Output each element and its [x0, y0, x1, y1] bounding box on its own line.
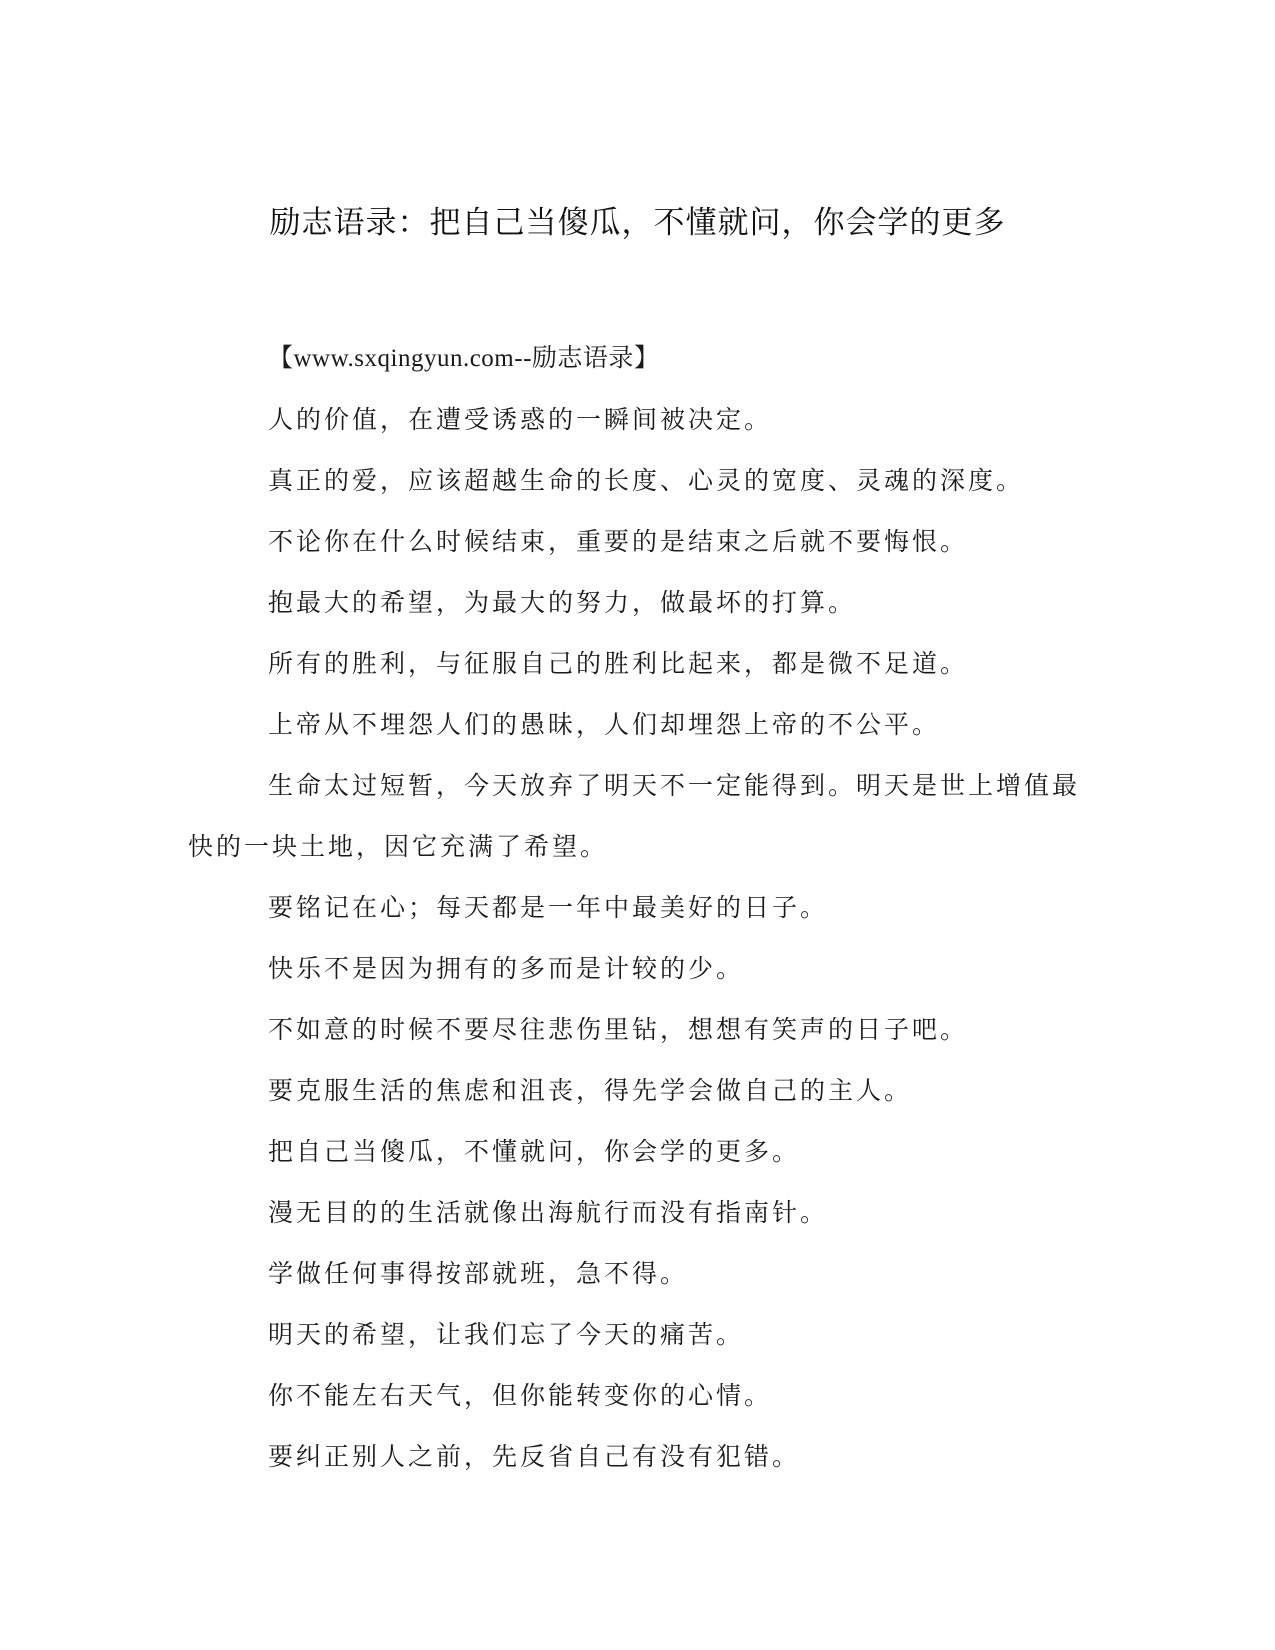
quote-line: 人的价值，在遭受诱惑的一瞬间被决定。 [268, 405, 773, 434]
document-body [188, 328, 1088, 1487]
quote-line: 不如意的时候不要尽往悲伤里钻，想想有笑声的日子吧。 [268, 1015, 969, 1044]
quote-line: 不论你在什么时候结束，重要的是结束之后就不要悔恨。 [268, 527, 969, 556]
quote-line: 上帝从不埋怨人们的愚昧，人们却埋怨上帝的不公平。 [268, 710, 941, 739]
document-title: 励志语录：把自己当傻瓜，不懂就问，你会学的更多 [269, 205, 1006, 241]
quote-line: 快乐不是因为拥有的多而是计较的少。 [268, 954, 745, 983]
quote-line: 真正的爱，应该超越生命的长度、心灵的宽度、灵魂的深度。 [268, 466, 1025, 495]
source-line: 【www.sxqingyun.com--励志语录】 [268, 345, 660, 372]
quote-line: 要纠正别人之前，先反省自己有没有犯错。 [268, 1442, 801, 1471]
quote-line: 明天的希望，让我们忘了今天的痛苦。 [268, 1320, 745, 1349]
quote-line: 要克服生活的焦虑和沮丧，得先学会做自己的主人。 [268, 1076, 913, 1105]
quote-line: 所有的胜利，与征服自己的胜利比起来，都是微不足道。 [268, 649, 969, 678]
quote-line: 生命太过短暂，今天放弃了明天不一定能得到。明天是世上增值最快的一块土地，因它充满了希望。 [188, 771, 1081, 861]
quote-line: 学做任何事得按部就班，急不得。 [268, 1259, 689, 1288]
quote-line: 漫无目的的生活就像出海航行而没有指南针。 [268, 1198, 829, 1227]
quote-line: 把自己当傻瓜，不懂就问，你会学的更多。 [268, 1137, 801, 1166]
quote-line: 你不能左右天气，但你能转变你的心情。 [268, 1381, 773, 1410]
quote-line: 抱最大的希望，为最大的努力，做最坏的打算。 [268, 588, 857, 617]
quote-line: 要铭记在心；每天都是一年中最美好的日子。 [268, 893, 829, 922]
